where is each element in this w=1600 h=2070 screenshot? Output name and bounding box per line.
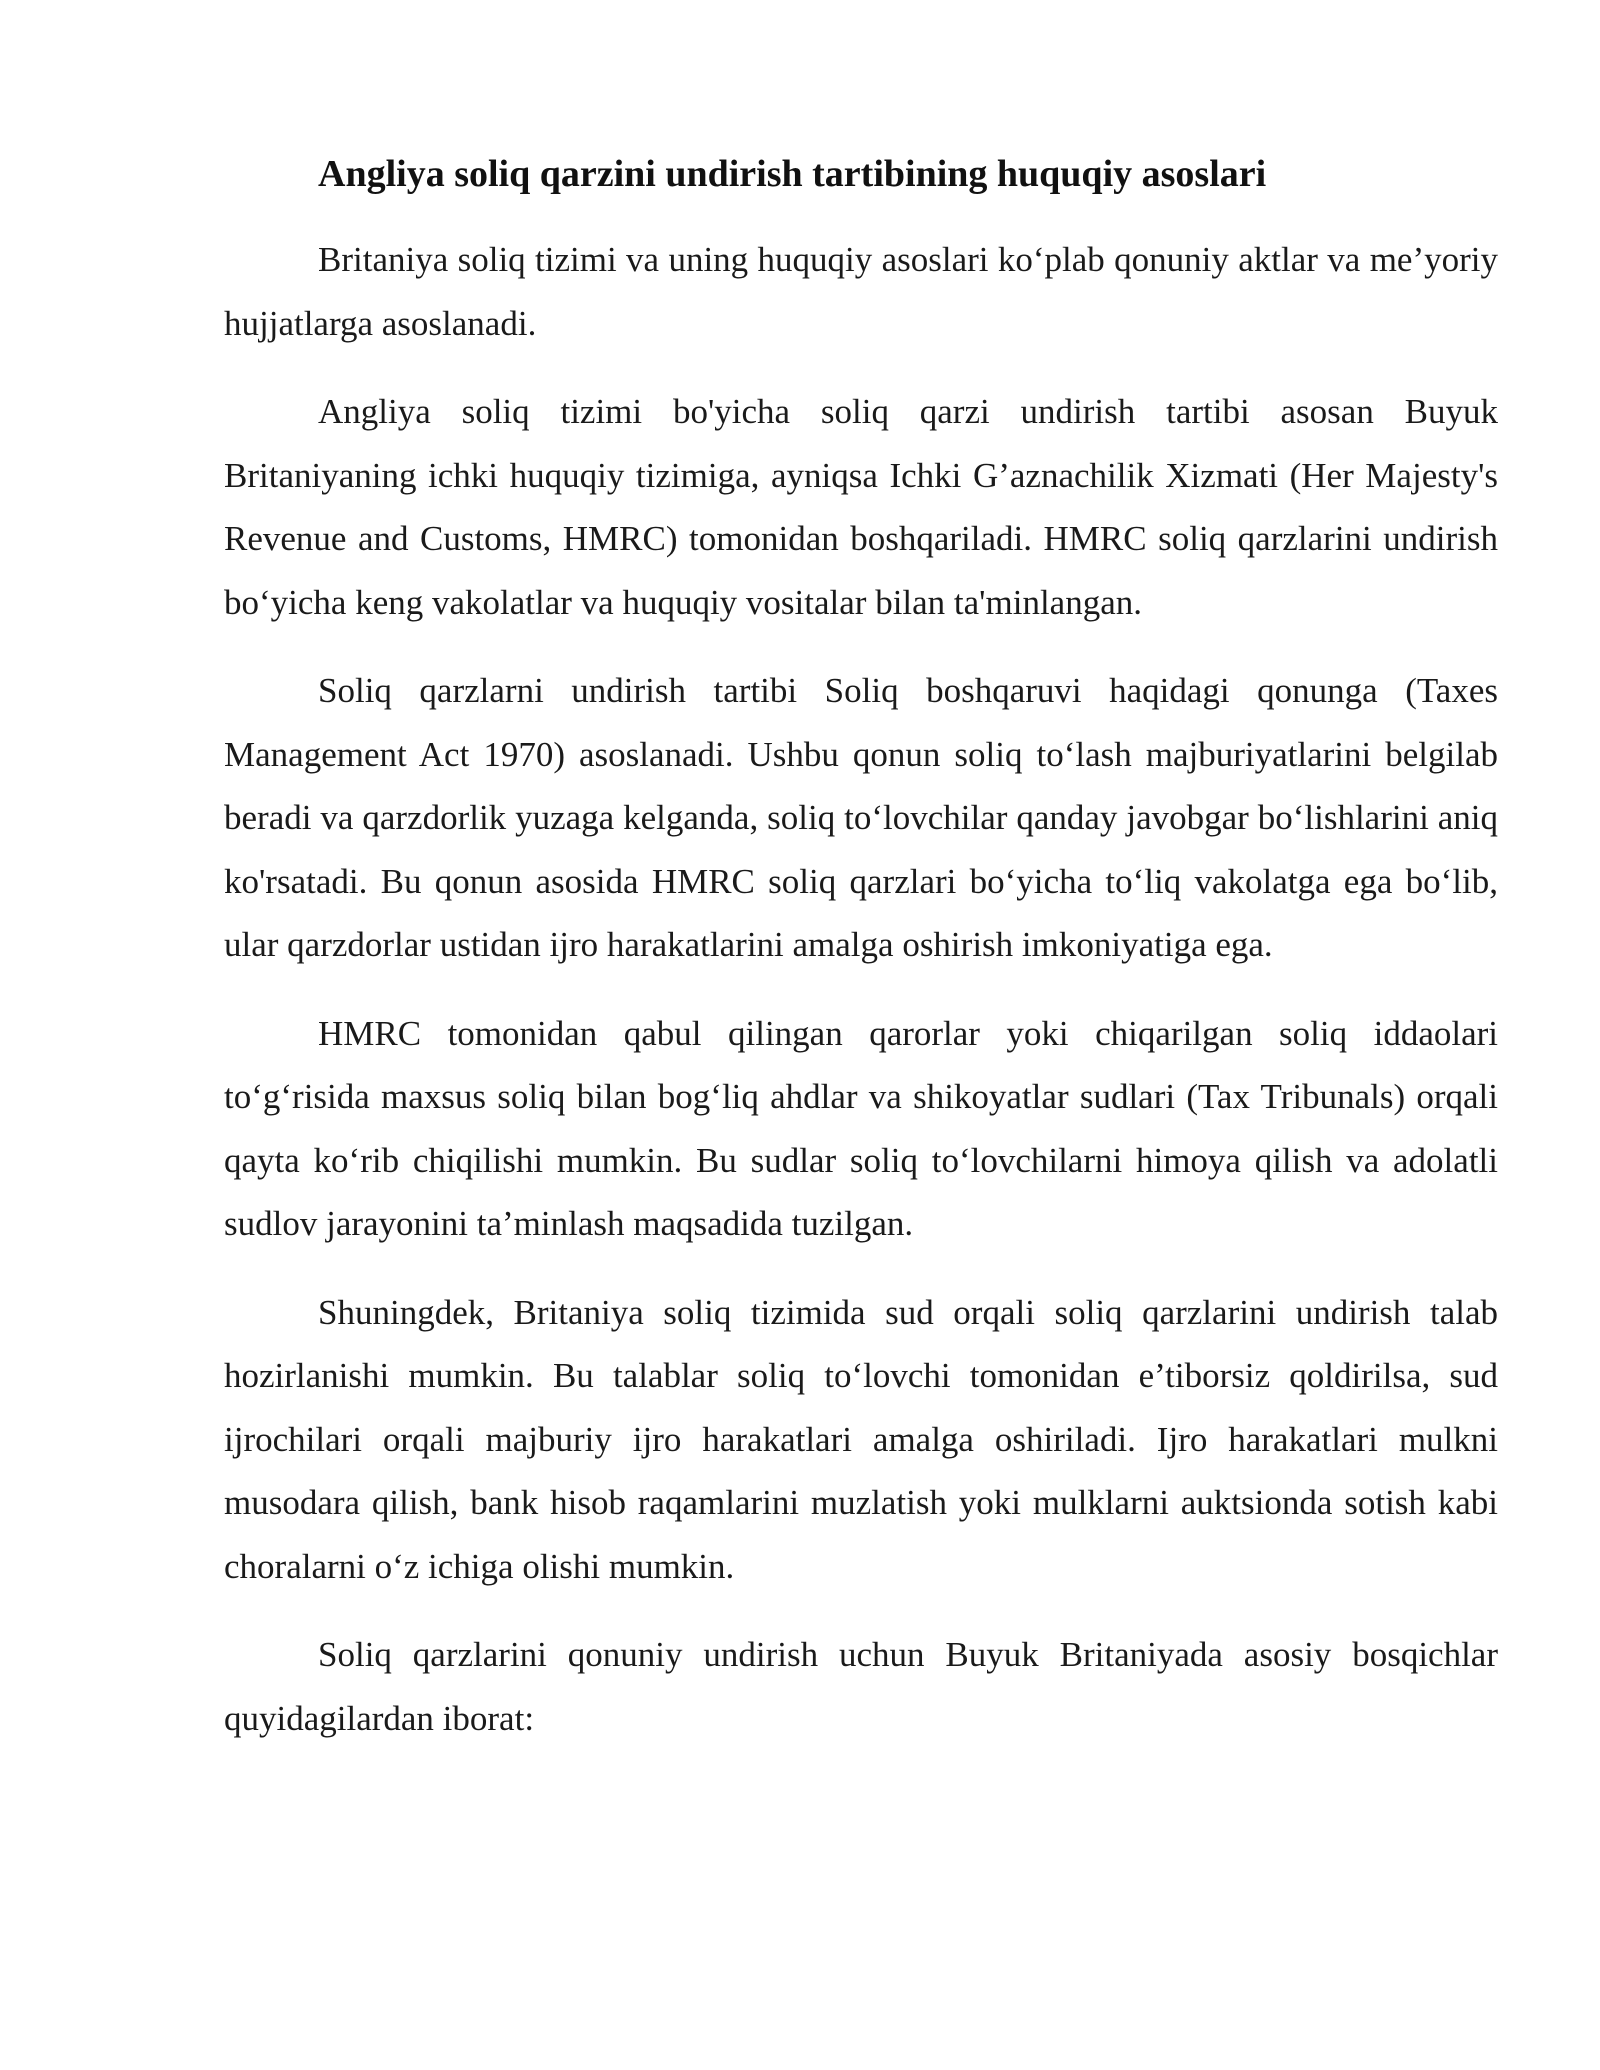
paragraph-6: Soliq qarzlarini qonuniy undirish uchun Buyuk Britaniyada asosiy bosqichlar quyidagilardan iborat: xyxy=(224,1635,1498,1738)
document-body xyxy=(224,140,1498,1775)
paragraph-1: Britaniya soliq tizimi va uning huquqiy asoslari ko‘plab qonuniy aktlar va me’yoriy hujjatlarga asoslanadi. xyxy=(224,240,1498,343)
paragraph-3: Soliq qarzlarni undirish tartibi Soliq boshqaruvi haqidagi qonunga (Taxes Management Act 1970) asoslanadi. Ushbu qonun soliq to‘lash majburiyatlarini belgilab beradi va qarzdorlik yuzaga kelganda, soliq to‘lovchilar qanday javobgar bo‘lishlarini aniq ko'rsatadi. Bu qonun asosida HMRC soliq qarzlari bo‘yicha to‘liq vakolatga ega bo‘lib, ular qarzdorlar ustidan ijro harakatlarini amalga oshirish imkoniyatiga ega. xyxy=(224,671,1498,964)
paragraph-5: Shuningdek, Britaniya soliq tizimida sud orqali soliq qarzlarini undirish talab hozirlanishi mumkin. Bu talablar soliq to‘lovchi tomonidan e’tiborsiz qoldirilsa, sud ijrochilari orqali majburiy ijro harakatlari amalga oshiriladi. Ijro harakatlari mulkni musodara qilish, bank hisob raqamlarini muzlatish yoki mulklarni auktsionda sotish kabi choralarni o‘z ichiga olishi mumkin. xyxy=(224,1292,1498,1586)
document-title: Angliya soliq qarzini undirish tartibining huquqiy asoslari xyxy=(318,153,1267,195)
paragraph-2: Angliya soliq tizimi bo'yicha soliq qarzi undirish tartibi asosan Buyuk Britaniyaning ichki huquqiy tizimiga, ayniqsa Ichki G’aznachilik Xizmati (Her Majesty's Revenue and Customs, HMRC) tomonidan boshqariladi. HMRC soliq qarzlarini undirish bo‘yicha keng vakolatlar va huquqiy vositalar bilan ta'minlangan. xyxy=(224,392,1498,622)
paragraph-4: HMRC tomonidan qabul qilingan qarorlar yoki chiqarilgan soliq iddaolari to‘g‘risida maxsus soliq bilan bog‘liq ahdlar va shikoyatlar sudlari (Tax Tribunals) orqali qayta ko‘rib chiqilishi mumkin. Bu sudlar soliq to‘lovchilarni himoya qilish va adolatli sudlov jarayonini ta’minlash maqsadida tuzilgan. xyxy=(224,1013,1498,1243)
